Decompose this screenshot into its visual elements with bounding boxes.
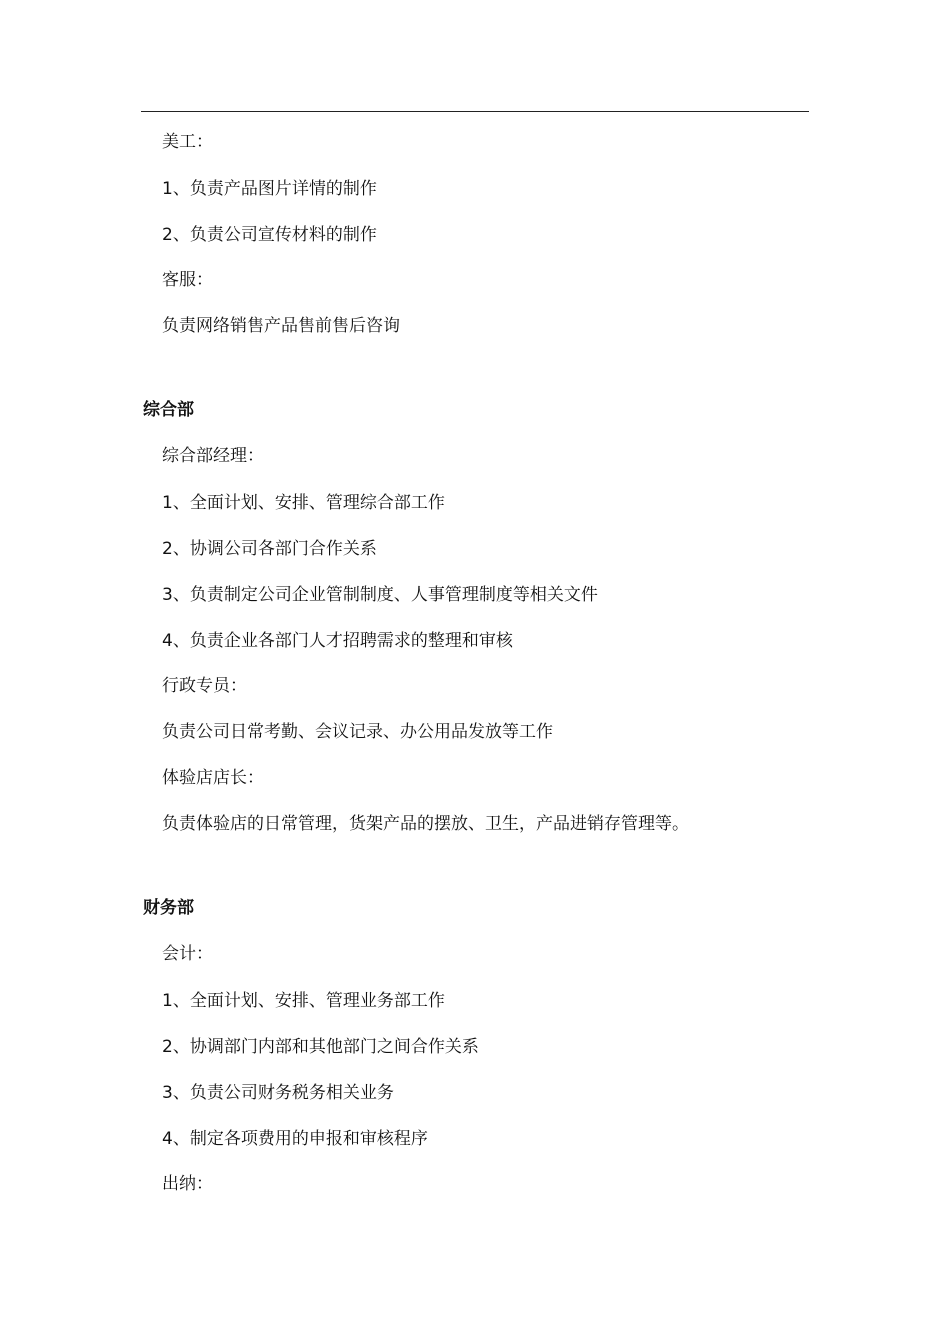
section-heading-zonghe: 综合部 — [143, 400, 194, 420]
zonghe-store-desc: 负责体验店的日常管理，货架产品的摆放、卫生，产品进销存管理等。 — [162, 814, 689, 834]
zonghe-manager-item-4: 4、负责企业各部门人才招聘需求的整理和审核 — [162, 631, 513, 651]
header-rule — [141, 111, 809, 112]
zonghe-admin-label: 行政专员： — [162, 676, 247, 696]
caiwu-accountant-item-1: 1、全面计划、安排、管理业务部工作 — [162, 991, 445, 1011]
kefu-desc: 负责网络销售产品售前售后咨询 — [162, 316, 400, 336]
zonghe-store-label: 体验店店长： — [162, 768, 264, 788]
meigong-label: 美工： — [162, 132, 213, 152]
zonghe-manager-label: 综合部经理： — [162, 446, 264, 466]
zonghe-manager-item-2: 2、协调公司各部门合作关系 — [162, 539, 377, 559]
zonghe-manager-item-3: 3、负责制定公司企业管制制度、人事管理制度等相关文件 — [162, 585, 598, 605]
section-heading-caiwu: 财务部 — [143, 898, 194, 918]
caiwu-accountant-label: 会计： — [162, 944, 213, 964]
kefu-label: 客服： — [162, 270, 213, 290]
caiwu-accountant-item-4: 4、制定各项费用的申报和审核程序 — [162, 1129, 428, 1149]
zonghe-admin-desc: 负责公司日常考勤、会议记录、办公用品发放等工作 — [162, 722, 553, 742]
caiwu-accountant-item-3: 3、负责公司财务税务相关业务 — [162, 1083, 394, 1103]
meigong-item-2: 2、负责公司宣传材料的制作 — [162, 225, 377, 245]
zonghe-manager-item-1: 1、全面计划、安排、管理综合部工作 — [162, 493, 445, 513]
meigong-item-1: 1、负责产品图片详情的制作 — [162, 179, 377, 199]
caiwu-cashier-label: 出纳： — [162, 1174, 213, 1194]
caiwu-accountant-item-2: 2、协调部门内部和其他部门之间合作关系 — [162, 1037, 479, 1057]
